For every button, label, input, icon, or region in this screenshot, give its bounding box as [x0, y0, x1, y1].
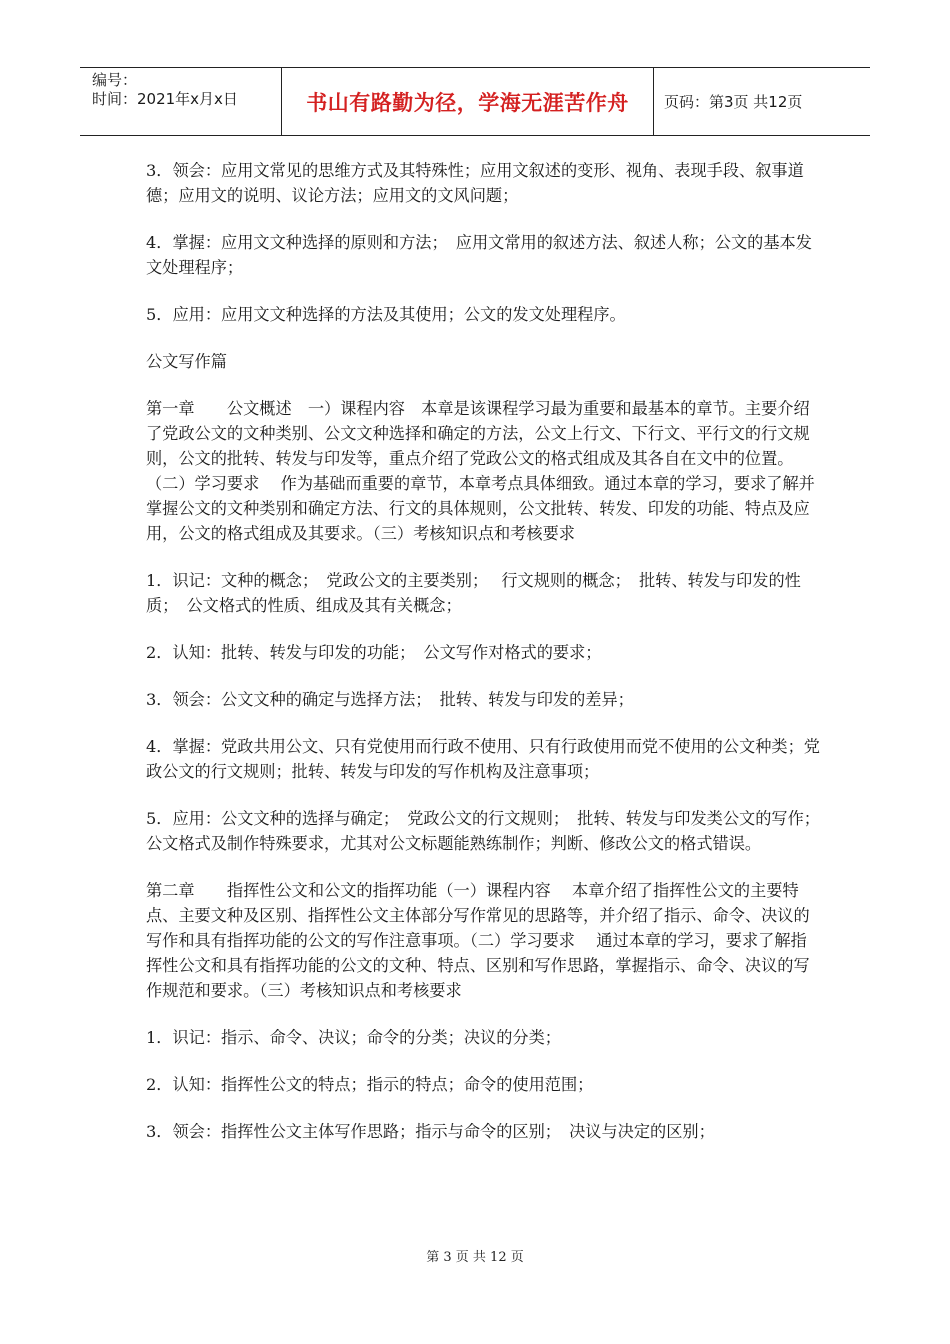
paragraph: 1．识记：文种的概念； 党政公文的主要类别； 行文规则的概念； 批转、转发与印发的性质； 公文格式的性质、组成及其有关概念；	[146, 571, 801, 615]
paragraph: 2．认知：指挥性公文的特点；指示的特点；命令的使用范围；	[146, 1075, 594, 1094]
paragraph: 5．应用：应用文文种选择的方法及其使用；公文的发文处理程序。	[146, 305, 626, 324]
time-label: 时间：2021年x月x日	[92, 90, 238, 108]
paragraph: 5．应用：公文文种的选择与确定； 党政公文的行文规则； 批转、转发与印发类公文的写作； 公文格式及制作特殊要求，尤其对公文标题能熟练制作；判断、修改公文的格式错误。	[146, 809, 829, 853]
document-body	[146, 158, 829, 1166]
paragraph: 1．识记：指示、命令、决议；命令的分类；决议的分类；	[146, 1028, 561, 1047]
paragraph: 3．领会：公文文种的确定与选择方法； 批转、转发与印发的差异；	[146, 690, 634, 709]
header-motto: 书山有路勤为径，学海无涯苦作舟	[282, 68, 654, 135]
paragraph: 第一章 公文概述 一）课程内容 本章是该课程学习最为重要和最基本的章节。主要介绍了党政公文的文种类别、公文文种选择和确定的方法，公文上行文、下行文、平行文的行文规则，公文的批转、转发与印发等，重点介绍了党政公文的格式组成及其各自在文中的位置。 （二）学习要求 作为基础而重要的章节，本章考点具体细致。通过本章的学习，要求了解并掌握公文的文种类别和确定方法、行文的具体规则，公文批转、转发、印发的功能、特点及应用，公文的格式组成及其要求。（三）考核知识点和考核要求	[146, 399, 815, 543]
number-label: 编号：	[92, 71, 138, 89]
paragraph: 第二章 指挥性公文和公文的指挥功能（一）课程内容 本章介绍了指挥性公文的主要特点、主要文种及区别、指挥性公文主体部分写作常见的思路等，并介绍了指示、命令、决议的写作和具有指挥功能的公文的写作注意事项。（二）学习要求 通过本章的学习，要求了解指挥性公文和具有指挥功能的公文的文种、特点、区别和写作思路，掌握指示、命令、决议的写作规范和要求。（三）考核知识点和考核要求	[146, 881, 810, 1000]
paragraph: 3．领会：指挥性公文主体写作思路；指示与命令的区别； 决议与决定的区别；	[146, 1122, 715, 1141]
header-meta	[80, 68, 282, 135]
paragraph: 4．掌握：应用文文种选择的原则和方法； 应用文常用的叙述方法、叙述人称；公文的基本发文处理程序；	[146, 233, 812, 277]
section-heading: 公文写作篇	[146, 352, 227, 371]
header-page-info: 页码：第3页 共12页	[664, 93, 803, 111]
document-header	[80, 67, 870, 136]
page-footer: 第 3 页 共 12 页	[426, 1250, 524, 1265]
paragraph: 3．领会：应用文常见的思维方式及其特殊性；应用文叙述的变形、视角、表现手段、叙事道德；应用文的说明、议论方法；应用文的文风问题；	[146, 161, 804, 205]
paragraph: 2．认知：批转、转发与印发的功能； 公文写作对格式的要求；	[146, 643, 602, 662]
paragraph: 4．掌握：党政共用公文、只有党使用而行政不使用、只有行政使用而党不使用的公文种类；党政公文的行文规则；批转、转发与印发的写作机构及注意事项；	[146, 737, 820, 781]
